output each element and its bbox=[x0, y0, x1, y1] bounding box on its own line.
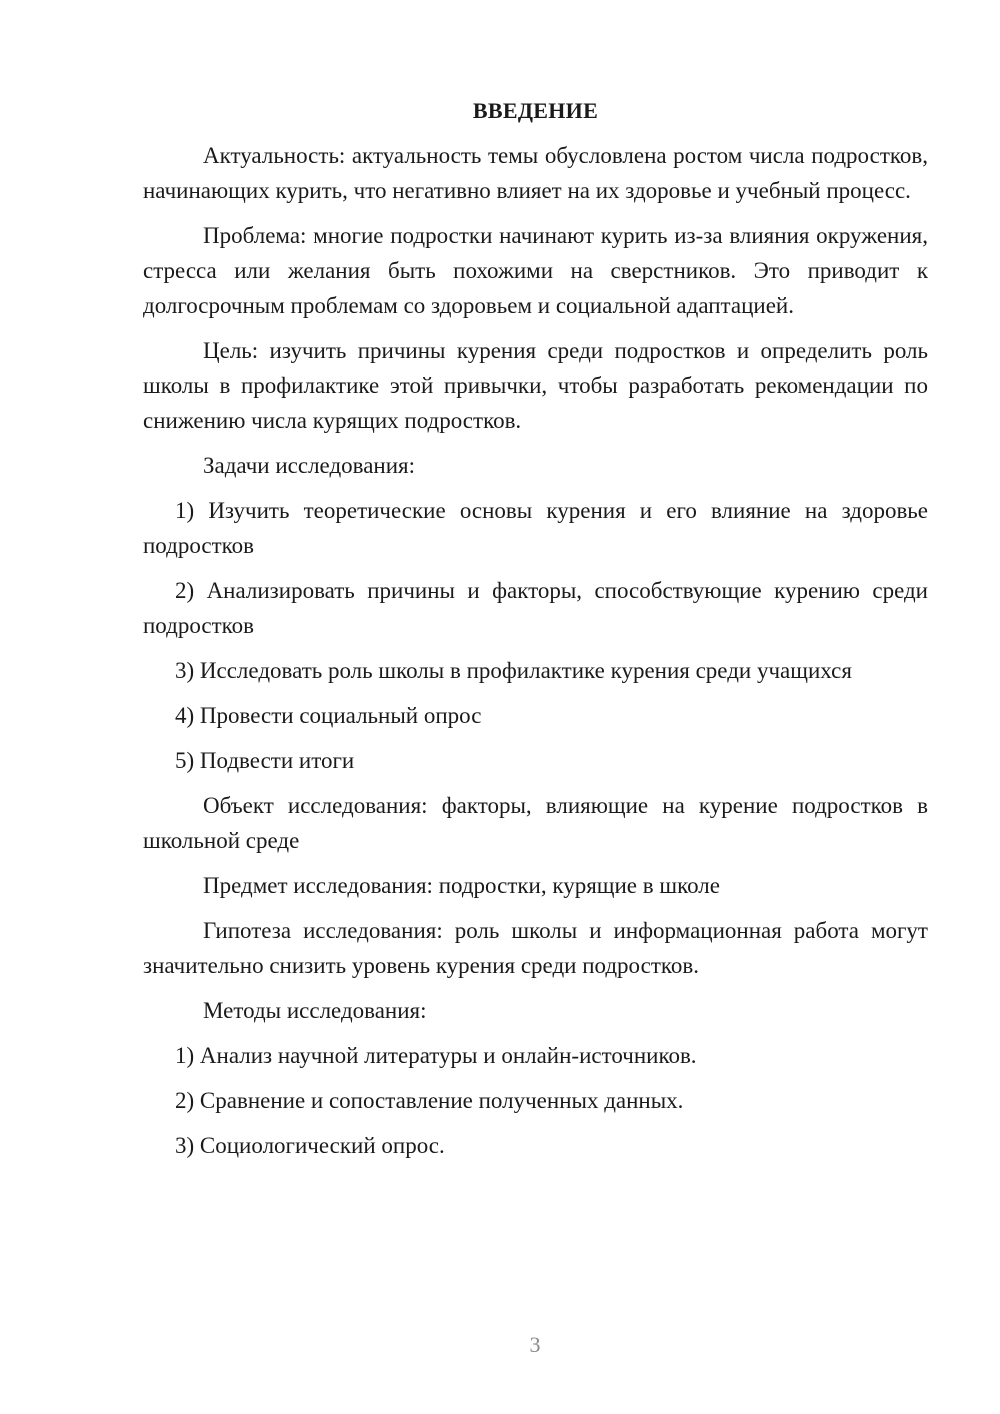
method-item: 3) Социологический опрос. bbox=[175, 1133, 445, 1158]
method-item: 1) Анализ научной литературы и онлайн-источников. bbox=[175, 1043, 697, 1068]
task-item: 4) Провести социальный опрос bbox=[175, 703, 482, 728]
object-paragraph: Объект исследования: факторы, влияющие на курение подростков в школьной среде bbox=[143, 793, 928, 853]
method-item: 2) Сравнение и сопоставление полученных данных. bbox=[175, 1088, 684, 1113]
methods-list bbox=[143, 1038, 928, 1163]
problem-paragraph: Проблема: многие подростки начинают курить из-за влияния окружения, стресса или желания быть похожими на сверстников. Это приводит к долгосрочным проблемам со здоровьем и социальной адаптацией. bbox=[143, 223, 928, 318]
methods-heading: Методы исследования: bbox=[203, 998, 427, 1023]
task-item: 2) Анализировать причины и факторы, способствующие курению среди подростков bbox=[143, 578, 928, 638]
subject-paragraph: Предмет исследования: подростки, курящие в школе bbox=[203, 873, 720, 898]
task-item: 5) Подвести итоги bbox=[175, 748, 355, 773]
relevance-paragraph: Актуальность: актуальность темы обусловлена ростом числа подростков, начинающих курить, что негативно влияет на их здоровье и учебный процесс. bbox=[143, 143, 928, 203]
task-item: 3) Исследовать роль школы в профилактике курения среди учащихся bbox=[175, 658, 852, 683]
page-content bbox=[143, 96, 928, 1173]
goal-paragraph: Цель: изучить причины курения среди подростков и определить роль школы в профилактике этой привычки, чтобы разработать рекомендации по снижению числа курящих подростков. bbox=[143, 338, 928, 433]
hypothesis-paragraph: Гипотеза исследования: роль школы и информационная работа могут значительно снизить уровень курения среди подростков. bbox=[143, 918, 928, 978]
task-item: 1) Изучить теоретические основы курения и его влияние на здоровье подростков bbox=[143, 498, 928, 558]
tasks-heading: Задачи исследования: bbox=[203, 453, 416, 478]
page-number: 3 bbox=[529, 1332, 541, 1357]
tasks-list bbox=[143, 493, 928, 778]
section-heading: ВВЕДЕНИЕ bbox=[472, 98, 599, 123]
